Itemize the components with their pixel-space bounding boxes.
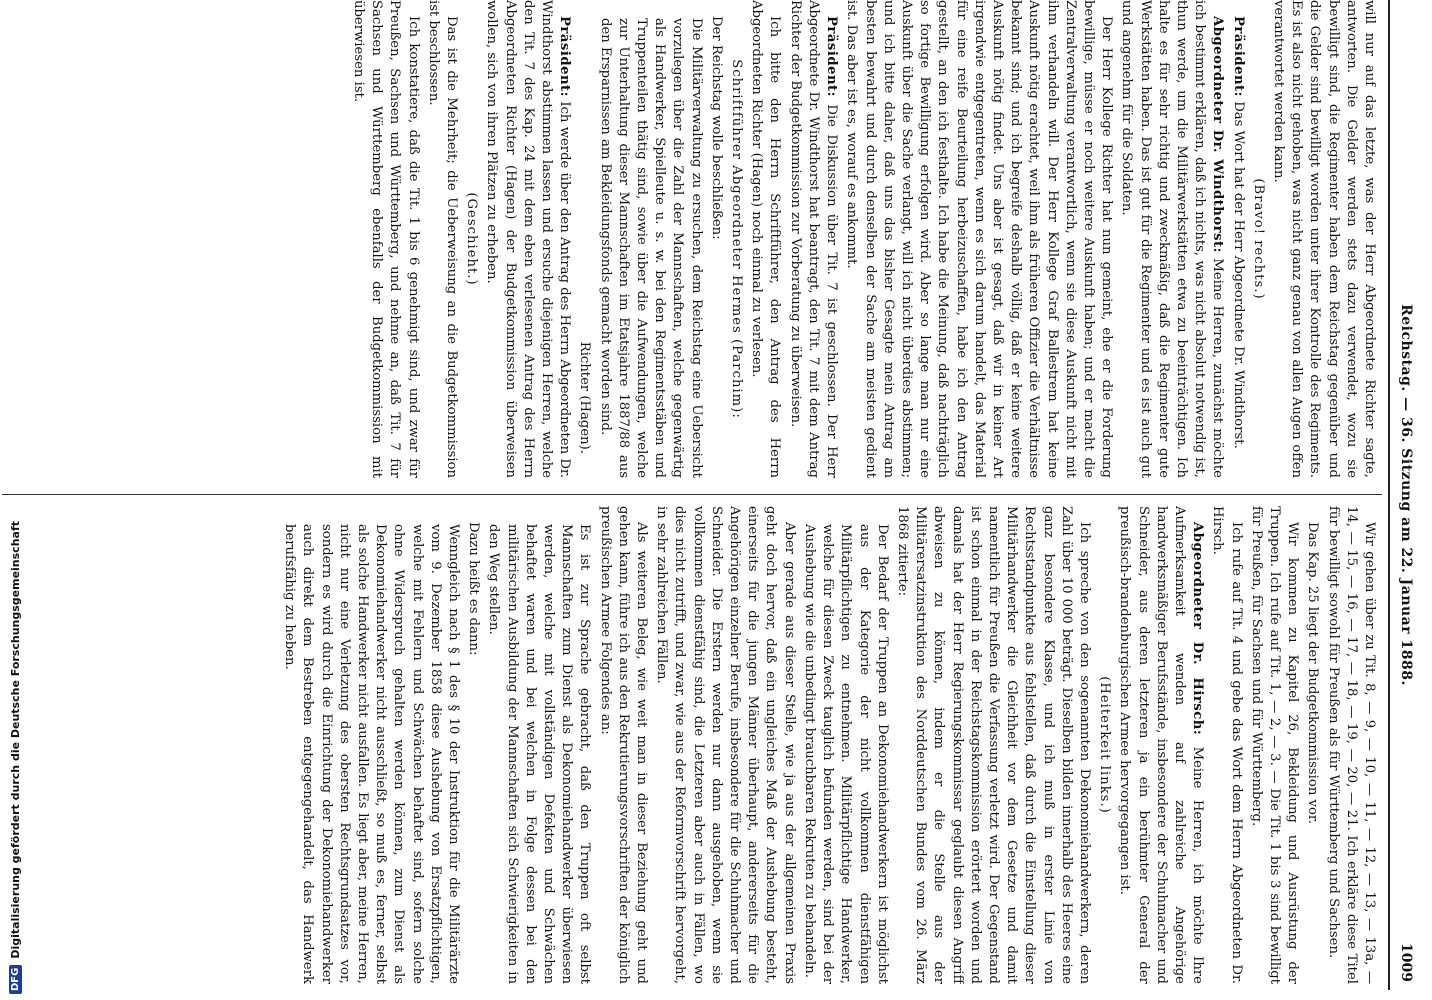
left-column-paragraph (727, 0, 745, 478)
paragraph-text: Ich rufe auf Tit. 4 und gebe das Wort dem Herrn Abgeordneten Dr. Hirsch. (1210, 506, 1244, 984)
paragraph-text: Wenngleich nach § 1 des § 10 der Instruktion für die Militärärzte vom 9. Dezember 1858 diese Aushebung von Ersatzpflichtigen, welche mit Fehlern und Schwächen behaftet sind, sofern solche ohne Widerspruch gehalten werden können, zum Dienst als Dekonomiehandwerker nicht ausschließt, so muß es, ferner, selbst als solche Handwerker nicht ausfallen. Es liegt aber, meine Herren, nicht nur eine Verletzung des obersten Rechtsgrundsatzes vor, sondern es wird durch die Einrichtung der Dekonomiehandwerker auch direkt dem Bestreben entgegengehandelt, das Handwerk berufsfähig zu heben. (282, 524, 462, 984)
left-column-paragraph (707, 0, 725, 478)
left-column-paragraph (1228, 0, 1246, 478)
paragraph-text: Aber gerade aus dieser Stelle, wie ja aus der allgemeinen Praxis geht doch hervor, daß ein ungleiches Maß der Aushebung besteht, einerseits für die jungen Männer überhaupt, andererseits für die Angehörigen einzelner Berufe, insbesondere für die Schuhmacher und Schneider. Die Erstern werden nur dann ausgehoben, wenn sie vollkommen dienstfähig sind, die Letzteren aber auch in Fällen, wo dies nicht zutrifft, und zwar, wie aus der Reformvorschrift hervorgeht, in sehr zahlreichen Fällen. (654, 506, 797, 984)
left-column-paragraph (786, 0, 841, 478)
paragraph-text: Wir gehen über zu Tit. 8, — 9, — 10, — 11, — 12, — 13, — 13a, — 14, — 15, — 16, — 17, — 18, — 19, — 20, — 21. Ich erkläre diese Titel für bewilligt sowohl für Preußen als für Württemberg und Sachsen. (1325, 506, 1377, 984)
speaker-name: Abgeordneter Dr. Hirsch: (1190, 522, 1206, 736)
right-column-paragraph (1208, 506, 1244, 984)
paragraph-text: Schriftführer Abgeordneter Hermes (Parchim): (729, 59, 745, 419)
left-column-paragraph (595, 0, 704, 478)
paragraph-text: Ich spreche von den sogenannten Dekonomiehandwerkern, deren Zahl über 10 000 beträgt. Dieselben bilden innerhalb des Heeres eine ganz besondere Klasse, und ich muß in erster Linie von Rechtsstandpunkte aus fehlstellen, daß durch die Einstellung dieser Militärhandwerker die Gleichheit vor dem Gesetze und damit namentlich für Preußen die Verfassung verletzt wird. Der Gegenstand ist schon einmal in der Reichstagskommission erörtert worden und damals hat der Herr Regierungskommissar geglaubt diesen Angriff abweisen zu können, indem er die Stelle aus der Militärersatzinstruktion des Norddeutschen Bundes vom 26. März 1868 zitierte: (894, 506, 1092, 984)
paragraph-text: Der Herr Kollege Richter hat nun gemeint, ehe er die Forderung bewillige, müsse er noch weitere Auskunft haben; und er macht die Zentralverwaltung verantwortlich, wenn sie diese Auskunft nicht mit ihm verhandeln will. Der Herr Kollege Graf Ballestrem hat keine Auskunft nötig erachtet, weil ihm als früheren Offizier die Verhältnisse bekannt sind; und ich begreife deshalb völlig, daß er keine weitere Auskunft nötig findet. Uns aber ist gesagt, daß wir in keiner Art irgendwie entgegentreten, wenn es sich darum handelt, das Material für eine reife Beurteilung herbeizuschaffen, habe ich den Antrag gestellt, an den ich festhalte. Ich habe die Meinung, daß nachträglich so fortige Bewilligung erfolgen wird. Aber so lange man nur eine Auskunft über die Sache verlangt, will ich nicht überdies abstimmen; und ich bitte daher, daß uns das bisher Gesagte mein Antrag am besten bewahrt und durch denselben der Sache am meisten gedient ist. Das aber ist es, worauf es ankommt. (844, 0, 1115, 478)
footer-credit (2, 0, 28, 1000)
right-column (8, 506, 1378, 984)
paragraph-text: Das ist die Mehrheit; die Ueberweisung an die Budgetkommission ist beschlossen. (425, 0, 460, 478)
paragraph-text: Die Militärverwaltung zu ersuchen, dem Reichstag eine Uebersicht vorzulegen über die Zahl der Mannschaften, welche gegenwärtig als Handwerker, Spielleute u. s. w. bei den Regimentsstäben und Truppenteilen thätig sind, sowie über die Aufwendungen, welche zur Unterhaltung dieser Mannschaften im Etatsjahre 1887/88 aus den Ersparnissen am Bekleidungsfonds gemacht worden sind. (597, 18, 704, 478)
left-column-paragraph (462, 0, 480, 478)
speaker-name: Präsident: (557, 16, 573, 98)
left-column-paragraph (482, 0, 573, 478)
right-column-paragraph (893, 506, 1093, 984)
left-column (8, 0, 1378, 478)
paragraph-text: Ich konstatiere, daß die Tit. 1 bis 6 genehmigt sind, und zwar für Preußen, Sachsen und Württemberg, und nehme an, daß Tit. 7 für Sachsen und Württemberg ebenfalls der Budgetkommission mit überwiesen ist. (351, 0, 421, 478)
left-column-paragraph (1269, 0, 1378, 478)
right-column-paragraph (595, 506, 650, 984)
paragraph-text: Meine Herren, zunächst möchte ich bestimmt erklären, daß ich nichts, was nicht absolut notwendig ist, thun werde, um die Militärwerkstätten etwa zu beeinträchtigen. Ich halte es für sehr richtig und zweckmäßig, daß die Regimenter gute Werkstätten haben. Das ist gut für die Regimenter und es ist auch gut und angenehm für die Soldaten. (1119, 0, 1226, 478)
paragraph-text: Dazu heißt es dann: (466, 522, 482, 656)
dfg-logo: DFG (9, 965, 22, 994)
footer-text: Digitalisierung gefördert durch die Deutsche Forschungsgemeinschaft (8, 520, 22, 959)
right-column-paragraph (484, 506, 593, 984)
paragraph-text: Wir kommen zu Kapitel 26, Bekleidung und Ausrüstung der Truppen. Ich rufe auf Tit. 1, — 2, — 3. — Die Tit. 1 bis 3 sind bewilligt für Preußen, für Sachsen und für Württemberg. (1248, 506, 1301, 984)
paragraph-text: (Heiterkeit links.) (1097, 676, 1113, 814)
left-column-paragraph (842, 0, 1115, 478)
right-column-paragraph (1095, 506, 1113, 984)
right-column-paragraph (800, 506, 891, 984)
right-column-paragraph (1115, 506, 1206, 984)
paragraph-text: Es ist zur Sprache gebracht, daß den Truppen oft selbst Mannschaften zum Dienst als Dekonomiehandwerker überwiesen werden, welche mit vollständigen Defekten und Schwächen behaftet waren und bei welchen in Folge dessen bei den militärischen Ausbildung der Mannschaften sich Schwierigkeiten in den Weg stellen. (486, 524, 593, 984)
paragraph-text: Das Wort hat der Herr Abgeordnete Dr. Windthorst. (1230, 97, 1246, 449)
right-column-paragraph (1323, 506, 1378, 984)
paragraph-text: Ich werde über den Antrag des Herrn Abgeordneten Dr. Windthorst abstimmen lassen und ersuche diejenigen Herren, welche den Tit. 7 des Kap. 24 mit dem eben verlesenen Antrag des Herrn Abgeordneten Richter (Hagen) der Budgetkommission überweisen wollen, sich von ihren Plätzen zu erheben. (484, 0, 573, 478)
paragraph-text: Der Reichstag wolle beschließen: (708, 16, 724, 240)
left-column-paragraph (1117, 0, 1226, 478)
speaker-name: Präsident: (824, 16, 840, 98)
left-column-paragraph (349, 0, 422, 478)
right-column-paragraph (1303, 506, 1321, 984)
left-column-paragraph (747, 0, 783, 478)
right-column-paragraph (1247, 506, 1302, 984)
paragraph-text: Richter (Hagen). (577, 341, 593, 454)
paragraph-text: Meine Herren, ich möchte Ihre Aufmerksamkeit wenden auf zahlreiche Angehörige handwerksmäßiger Berufsstände, insbesondere der Schuhmacher und Schneider, aus deren letzteren ja ein berühmter General der preußisch-brandenburgischen Armee hervorgegangen ist. (1117, 506, 1206, 984)
right-column-paragraph (652, 506, 798, 984)
paragraph-text: Als weiteren Beleg, wie weit man in dieser Beziehung geht und gehen kann, führe ich aus den Rekrutierungsvorschriften der königlich preußischen Armee Folgendes an: (597, 506, 650, 984)
paragraph-text: Das Kap. 25 liegt der Budgetkommission vor. (1305, 522, 1321, 824)
paragraph-text: Der Bedarf der Truppen an Dekonomiehandwerkern ist möglichst aus der Kategorie der nicht vollkommen dienstfähigen Militärpflichtigen zu entnehmen. Militärpflichtige Handwerker, welche für diesen Zweck tauglich befunden werden, sind bei der Aushebung wie die unbedingt brauchbaren Rekruten zu behandeln. (801, 524, 890, 984)
page-number: 1009 (1398, 943, 1414, 982)
paragraph-text: will nur auf das letzte, was der Herr Abgeordnete Richter sagte, antworten. Die Gelder werden stets dazu verwendet, wozu sie bewilligt sind, die Regimenter haben dem Reichstag gegenüber und die Gelder sind bewilligt worden unter ihrer Kontrolle des Regiments. Es ist also nicht gehoben, was nicht ganz genau von allen Augen offen verantwortet werden kann. (1270, 0, 1377, 478)
speaker-name: Präsident: (1230, 16, 1246, 98)
speaker-name: Abgeordneter Dr. Windthorst: (1210, 16, 1226, 253)
paragraph-text: (Bravo! rechts.) (1250, 178, 1266, 300)
left-column-paragraph (424, 0, 460, 478)
right-column-paragraph (464, 506, 482, 984)
left-column-paragraph (1249, 0, 1267, 478)
paragraph-text: (Geschieht.) (464, 192, 480, 286)
paragraph-text: Ich bitte den Herrn Schriftführer, den Antrag des Herrn Abgeordneten Richter (Hagen) noch einmal zu verlesen. (749, 0, 783, 478)
paragraph-text: Die Diskussion über Tit. 7 ist geschlossen. Der Herr Abgeordnete Dr. Windthorst hat beantragt, den Tit. 7 mit dem Antrag Richter der Budgetkommission zur Vorberatung zu überweisen. (787, 0, 840, 478)
page-header (1390, 0, 1420, 990)
header-rule (1388, 0, 1390, 990)
left-column-paragraph (575, 0, 593, 478)
right-column-paragraph (280, 506, 462, 984)
column-divider (2, 494, 1382, 495)
page-title: Reichstag. — 36. Sitzung am 22. Januar 1888. (1398, 304, 1414, 686)
